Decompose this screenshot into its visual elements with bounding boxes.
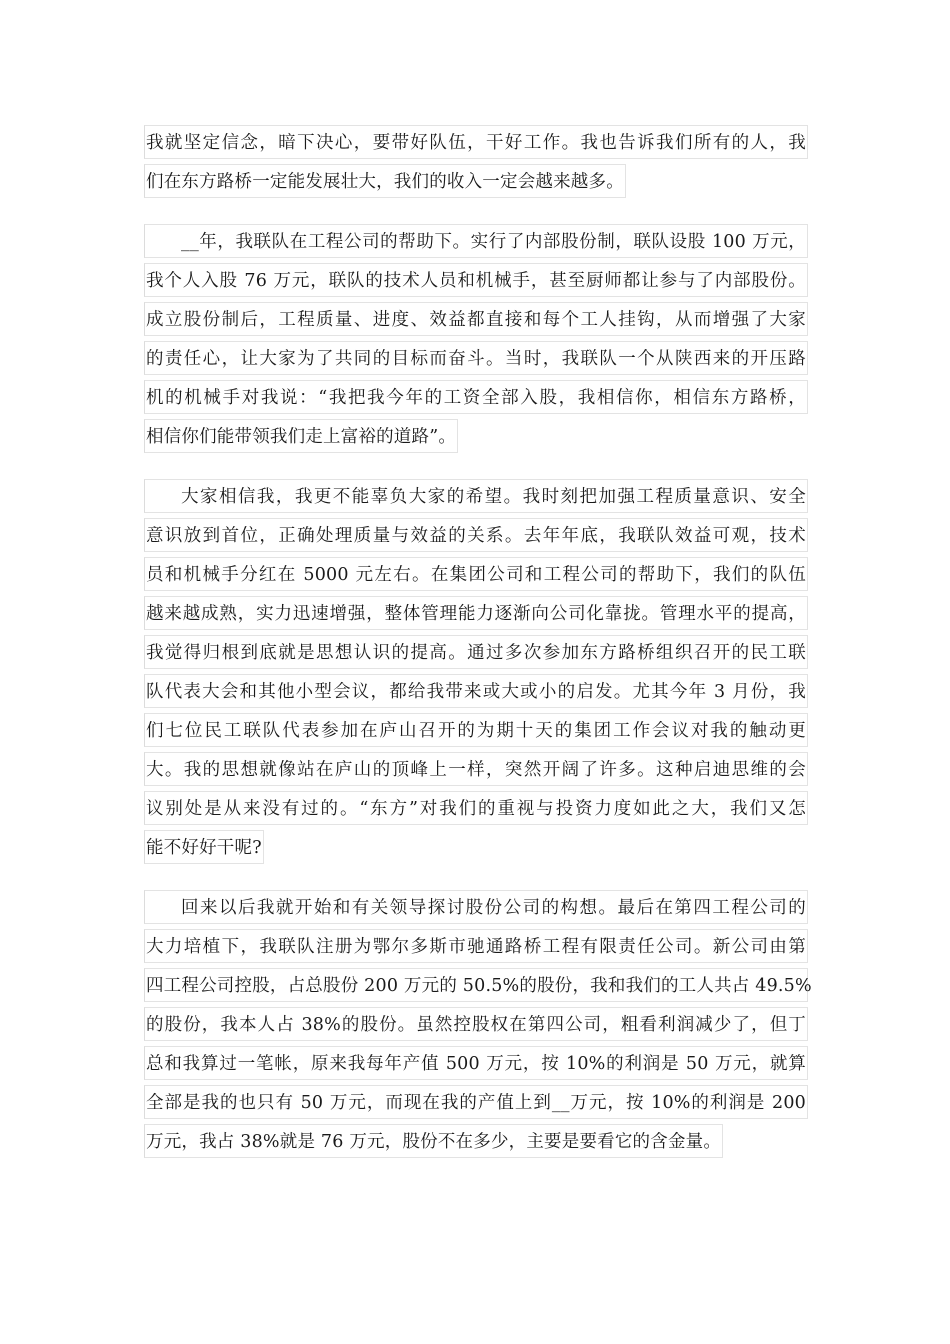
text-line: 意识放到首位，正确处理质量与效益的关系。去年年底，我联队效益可观，技术 <box>144 515 810 554</box>
text-line: 相信你们能带领我们走上富裕的道路”。 <box>144 416 810 455</box>
text-line: 大力培植下，我联队注册为鄂尔多斯市驰通路桥工程有限责任公司。新公司由第 <box>144 926 810 965</box>
text-line: 能不好好干呢? <box>144 827 810 866</box>
text-line: 大。我的思想就像站在庐山的顶峰上一样，突然开阔了许多。这种启迪思维的会 <box>144 749 810 788</box>
text-line: 们七位民工联队代表参加在庐山召开的为期十天的集团工作会议对我的触动更 <box>144 710 810 749</box>
text-line: 我个人入股 76 万元，联队的技术人员和机械手，甚至厨师都让参与了内部股份。 <box>144 260 810 299</box>
text-line: 全部是我的也只有 50 万元，而现在我的产值上到__万元，按 10%的利润是 200 <box>144 1082 810 1121</box>
text-line: 四工程公司控股，占总股份 200 万元的 50.5%的股份，我和我们的工人共占 49.5% <box>144 965 810 1004</box>
text-line: 们在东方路桥一定能发展壮大，我们的收入一定会越来越多。 <box>144 161 810 200</box>
paragraph-2 <box>144 221 810 455</box>
text-line: 回来以后我就开始和有关领导探讨股份公司的构想。最后在第四工程公司的 <box>144 887 810 926</box>
text-line: 万元，我占 38%就是 76 万元，股份不在多少，主要是要看它的含金量。 <box>144 1121 810 1160</box>
text-line: 越来越成熟，实力迅速增强，整体管理能力逐渐向公司化靠拢。管理水平的提高， <box>144 593 810 632</box>
text-line: 我就坚定信念，暗下决心，要带好队伍，干好工作。我也告诉我们所有的人，我 <box>144 122 810 161</box>
text-line: 的股份，我本人占 38%的股份。虽然控股权在第四公司，粗看利润减少了，但丁 <box>144 1004 810 1043</box>
text-line: 总和我算过一笔帐，原来我每年产值 500 万元，按 10%的利润是 50 万元，就算 <box>144 1043 810 1082</box>
document-body <box>144 122 810 1181</box>
text-line: 我觉得归根到底就是思想认识的提高。通过多次参加东方路桥组织召开的民工联 <box>144 632 810 671</box>
text-line: 机的机械手对我说：“我把我今年的工资全部入股，我相信你，相信东方路桥， <box>144 377 810 416</box>
paragraph-3 <box>144 476 810 866</box>
text-line: 队代表大会和其他小型会议，都给我带来或大或小的启发。尤其今年 3 月份，我 <box>144 671 810 710</box>
text-line: 议别处是从来没有过的。“东方”对我们的重视与投资力度如此之大，我们又怎 <box>144 788 810 827</box>
text-line: __年，我联队在工程公司的帮助下。实行了内部股份制，联队设股 100 万元， <box>144 221 810 260</box>
paragraph-1 <box>144 122 810 200</box>
text-line: 员和机械手分红在 5000 元左右。在集团公司和工程公司的帮助下，我们的队伍 <box>144 554 810 593</box>
paragraph-4 <box>144 887 810 1160</box>
text-line: 大家相信我，我更不能辜负大家的希望。我时刻把加强工程质量意识、安全 <box>144 476 810 515</box>
text-line: 的责任心，让大家为了共同的目标而奋斗。当时，我联队一个从陕西来的开压路 <box>144 338 810 377</box>
text-line: 成立股份制后，工程质量、进度、效益都直接和每个工人挂钩，从而增强了大家 <box>144 299 810 338</box>
